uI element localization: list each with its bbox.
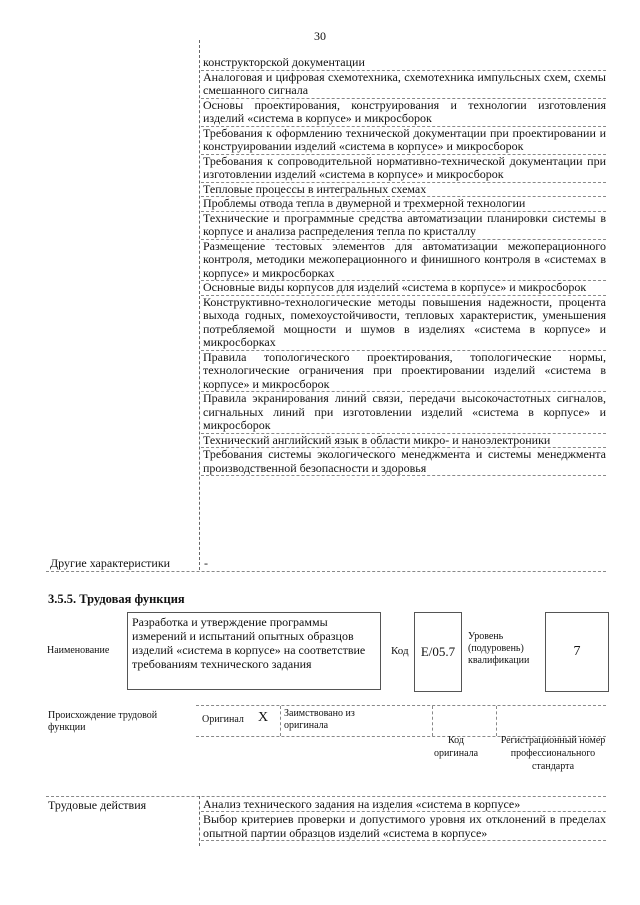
other-characteristics-row xyxy=(46,556,606,572)
list-item: Технический английский язык в области микро- и наноэлектроники xyxy=(201,434,606,449)
labor-actions-label: Трудовые действия xyxy=(48,798,147,812)
qualification-level: 7 xyxy=(545,612,609,692)
list-item: Требования системы экологического менеджмента и системы менеджмента производственной безопасности и здоровья xyxy=(203,447,606,475)
row-divider xyxy=(46,571,606,572)
name-label: Наименование xyxy=(47,645,110,656)
original-mark: X xyxy=(258,710,269,725)
table-divider xyxy=(199,40,200,570)
function-code: E/05.7 xyxy=(414,612,462,692)
level-label: Уровень (подуровень) квалификации xyxy=(468,631,530,666)
list-item: Анализ технического задания на изделия «система в корпусе» xyxy=(201,797,606,812)
list-item: конструкторской документации xyxy=(201,56,606,71)
other-characteristics-value: - xyxy=(204,556,208,570)
origin-row xyxy=(196,705,606,737)
original-code-label: Код оригинала xyxy=(433,735,479,759)
cell-divider xyxy=(496,706,497,736)
other-characteristics-label: Другие характеристики xyxy=(50,556,171,570)
knowledge-list xyxy=(201,56,606,476)
list-item: Требования к сопроводительной нормативно-технической документации при изготовлении изделий «система в корпусе» и микросборок xyxy=(203,153,606,181)
list-item: Основные виды корпусов для изделий «система в корпусе» и микросборок xyxy=(201,281,606,296)
list-item: Тепловые процессы в интегральных схемах xyxy=(201,183,606,198)
list-item: Основы проектирования, конструирования и технологии изготовления изделий «система в корпусе» и микросборок xyxy=(203,97,606,125)
list-item: Конструктивно-технологические методы повышения надежности, процента выхода годных, помехоустойчивости, тепловых характеристик, уменьшения потребляемой мощности и шумов в изделиях «система в корпусе» и микросборках xyxy=(203,294,606,349)
labor-actions-list xyxy=(201,797,606,841)
list-item: Правила топологического проектирования, топологические нормы, технологические ограничения при проектировании изделий «система в корпусе» и микросборок xyxy=(203,349,606,391)
origin-label: Происхождение трудовой функции xyxy=(48,710,158,733)
list-item: Размещение тестовых элементов для автоматизации межоперационного контроля, методики межоперационного и финишного контроля в «системах в корпусе» и микросборках xyxy=(203,238,606,280)
list-item: Правила экранирования линий связи, передачи высокочастотных сигналов, сигнальных линий при изготовлении изделий «система в корпусе» и микросборок xyxy=(203,391,606,432)
table-divider xyxy=(199,796,200,846)
cell-divider xyxy=(280,706,281,736)
page-number: 30 xyxy=(314,29,326,43)
list-item: Выбор критериев проверки и допустимого уровня их отклонений в пределах опытной партии образцов изделий «система в корпусе» xyxy=(203,812,606,840)
list-item: Проблемы отвода тепла в двумерной и трехмерной технологии xyxy=(201,197,606,212)
list-item: Требования к оформлению технической документации при проектировании и конструировании изделий «система в корпусе» и микросборок xyxy=(203,125,606,153)
list-item: Технические и программные средства автоматизации планировки системы в корпусе и анализа распределения тепла по кристаллу xyxy=(203,210,606,238)
code-label: Код xyxy=(391,645,409,657)
cell-divider xyxy=(432,706,433,736)
list-item: Аналоговая и цифровая схемотехника, схемотехника импульсных схем, схемы смешанного сигнала xyxy=(203,69,606,97)
original-label: Оригинал xyxy=(202,714,244,725)
registration-number-label: Регистрационный номер профессионального стандарта xyxy=(500,735,606,772)
function-name: Разработка и утверждение программы измерений и испытаний опытных образцов изделий «система в корпусе» на соответствие требованиям технического задания xyxy=(127,612,381,690)
borrowed-label: Заимствовано из оригинала xyxy=(284,708,355,731)
section-title: 3.5.5. Трудовая функция xyxy=(48,592,185,606)
